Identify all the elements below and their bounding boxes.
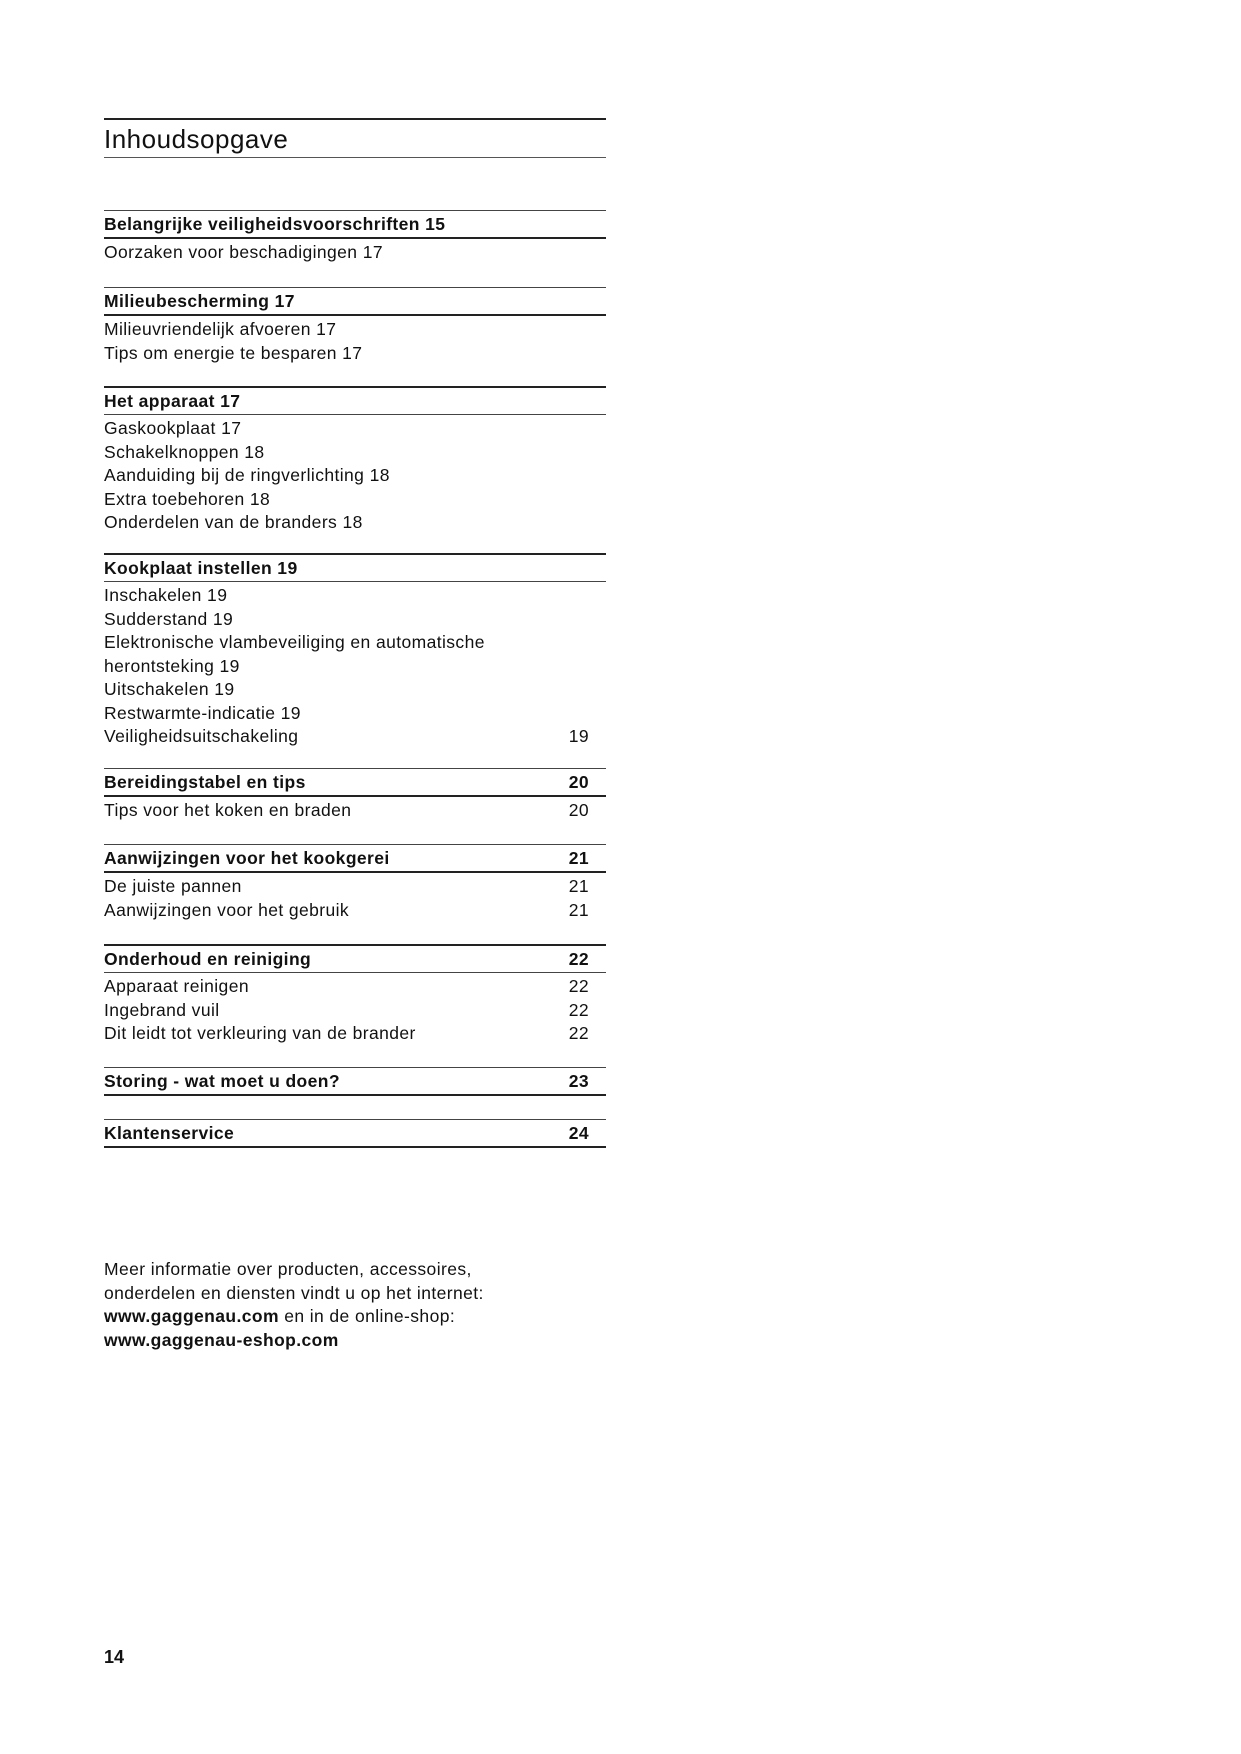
toc-section-heading[interactable]	[104, 1067, 606, 1096]
toc-section-heading[interactable]	[104, 844, 606, 873]
toc-section-title: Milieubescherming 17	[104, 291, 295, 311]
toc-item[interactable]	[104, 1020, 606, 1044]
toc-section	[104, 386, 606, 533]
toc-section-title: Aanwijzingen voor het kookgerei	[104, 848, 390, 868]
toc-item[interactable]	[104, 340, 606, 364]
toc-item-text: Ingebrand vuil	[104, 999, 220, 1020]
toc-item-text: Extra toebehoren 18	[104, 488, 271, 509]
toc-item-text: Restwarmte-indicatie 19	[104, 702, 301, 723]
info-text	[104, 1258, 484, 1352]
toc-item-page: 22	[568, 999, 589, 1020]
toc-item-text: Sudderstand 19	[104, 608, 234, 629]
toc-section-title: Kookplaat instellen 19	[104, 558, 298, 578]
toc-item-text: Oorzaken voor beschadigingen 17	[104, 242, 383, 262]
info-line-2: onderdelen en diensten vindt u op het internet:	[104, 1282, 484, 1303]
toc-item[interactable]	[104, 997, 606, 1021]
info-line-4	[104, 1329, 484, 1353]
toc-section-title: Belangrijke veiligheidsvoorschriften 15	[104, 214, 446, 234]
toc-section-heading[interactable]	[104, 1119, 606, 1148]
toc-item-text: Apparaat reinigen	[104, 976, 249, 996]
toc-item-text: Elektronische vlambeveiliging en automatische	[104, 632, 485, 652]
toc-title-block	[104, 118, 606, 158]
toc-item-text: Veiligheidsuitschakeling	[104, 726, 299, 746]
toc-section-page: 23	[568, 1071, 589, 1091]
page-title: Inhoudsopgave	[104, 124, 289, 154]
toc-section-heading[interactable]	[104, 386, 606, 415]
toc-item[interactable]	[104, 629, 606, 653]
toc-item-text: Uitschakelen 19	[104, 679, 235, 699]
toc-section-title: Klantenservice	[104, 1123, 235, 1143]
toc-item[interactable]	[104, 676, 606, 700]
toc-section-heading[interactable]	[104, 210, 606, 239]
toc-item[interactable]	[104, 973, 606, 997]
toc-item[interactable]	[104, 439, 606, 463]
toc-section	[104, 287, 606, 363]
toc-item-text: Milieuvriendelijk afvoeren 17	[104, 319, 337, 339]
toc-section-page: 20	[568, 772, 589, 792]
toc-item[interactable]	[104, 897, 606, 921]
toc-section-title: Onderhoud en reiniging	[104, 949, 312, 969]
info-line-3	[104, 1305, 484, 1329]
toc-section	[104, 210, 606, 263]
toc-section-title: Storing - wat moet u doen?	[104, 1071, 340, 1091]
toc-item[interactable]	[104, 462, 606, 486]
toc-item[interactable]	[104, 239, 606, 263]
info-line-1: Meer informatie over producten, accessoires,	[104, 1259, 472, 1279]
toc-item[interactable]	[104, 415, 606, 439]
toc-item-page: 21	[568, 899, 589, 920]
toc-item[interactable]	[104, 873, 606, 897]
toc-item[interactable]	[104, 700, 606, 724]
info-line-3-rest: en in de online-shop:	[278, 1306, 456, 1326]
toc-section-page: 24	[568, 1123, 589, 1143]
toc-section	[104, 553, 606, 747]
toc-item[interactable]	[104, 653, 606, 677]
toc-section	[104, 768, 606, 821]
toc-item-text: Tips om energie te besparen 17	[104, 342, 363, 363]
toc-section	[104, 1119, 606, 1148]
eshop-link[interactable]: www.gaggenau-eshop.com	[104, 1329, 339, 1350]
toc-item[interactable]	[104, 509, 606, 533]
toc-item[interactable]	[104, 606, 606, 630]
toc-item-page: 22	[568, 1023, 589, 1043]
toc-item-text: De juiste pannen	[104, 876, 242, 896]
toc-item-text: Aanwijzingen voor het gebruik	[104, 899, 350, 920]
toc-item[interactable]	[104, 316, 606, 340]
toc-section-title: Bereidingstabel en tips	[104, 772, 306, 792]
toc-item-text: Inschakelen 19	[104, 585, 228, 605]
toc-item-text: Onderdelen van de branders 18	[104, 512, 363, 532]
toc-item[interactable]	[104, 723, 606, 747]
toc-section	[104, 844, 606, 920]
toc-section-page: 21	[568, 848, 589, 868]
toc-section-title: Het apparaat 17	[104, 391, 241, 411]
toc-item[interactable]	[104, 797, 606, 821]
toc-item-text: Dit leidt tot verkleuring van de brander	[104, 1023, 416, 1043]
website-link[interactable]: www.gaggenau.com	[104, 1306, 279, 1326]
toc-item-page: 22	[568, 976, 589, 996]
toc-section-page: 22	[568, 949, 589, 969]
toc-section-heading[interactable]	[104, 287, 606, 316]
toc-item-text: Schakelknoppen 18	[104, 441, 265, 462]
toc-item[interactable]	[104, 582, 606, 606]
toc-section	[104, 1067, 606, 1096]
toc-section-heading[interactable]	[104, 553, 606, 582]
toc-section-heading[interactable]	[104, 944, 606, 973]
toc-item-text: Gaskookplaat 17	[104, 418, 242, 438]
toc-section-heading[interactable]	[104, 768, 606, 797]
toc-item-page: 20	[568, 800, 589, 820]
toc-item-text: herontsteking 19	[104, 655, 240, 676]
toc-section	[104, 944, 606, 1044]
page-number: 14	[104, 1647, 125, 1667]
toc-item-page: 21	[568, 876, 589, 896]
toc-item-text: Tips voor het koken en braden	[104, 800, 352, 820]
toc-item-page: 19	[568, 726, 589, 746]
toc-item-text: Aanduiding bij de ringverlichting 18	[104, 465, 390, 485]
toc-item[interactable]	[104, 486, 606, 510]
